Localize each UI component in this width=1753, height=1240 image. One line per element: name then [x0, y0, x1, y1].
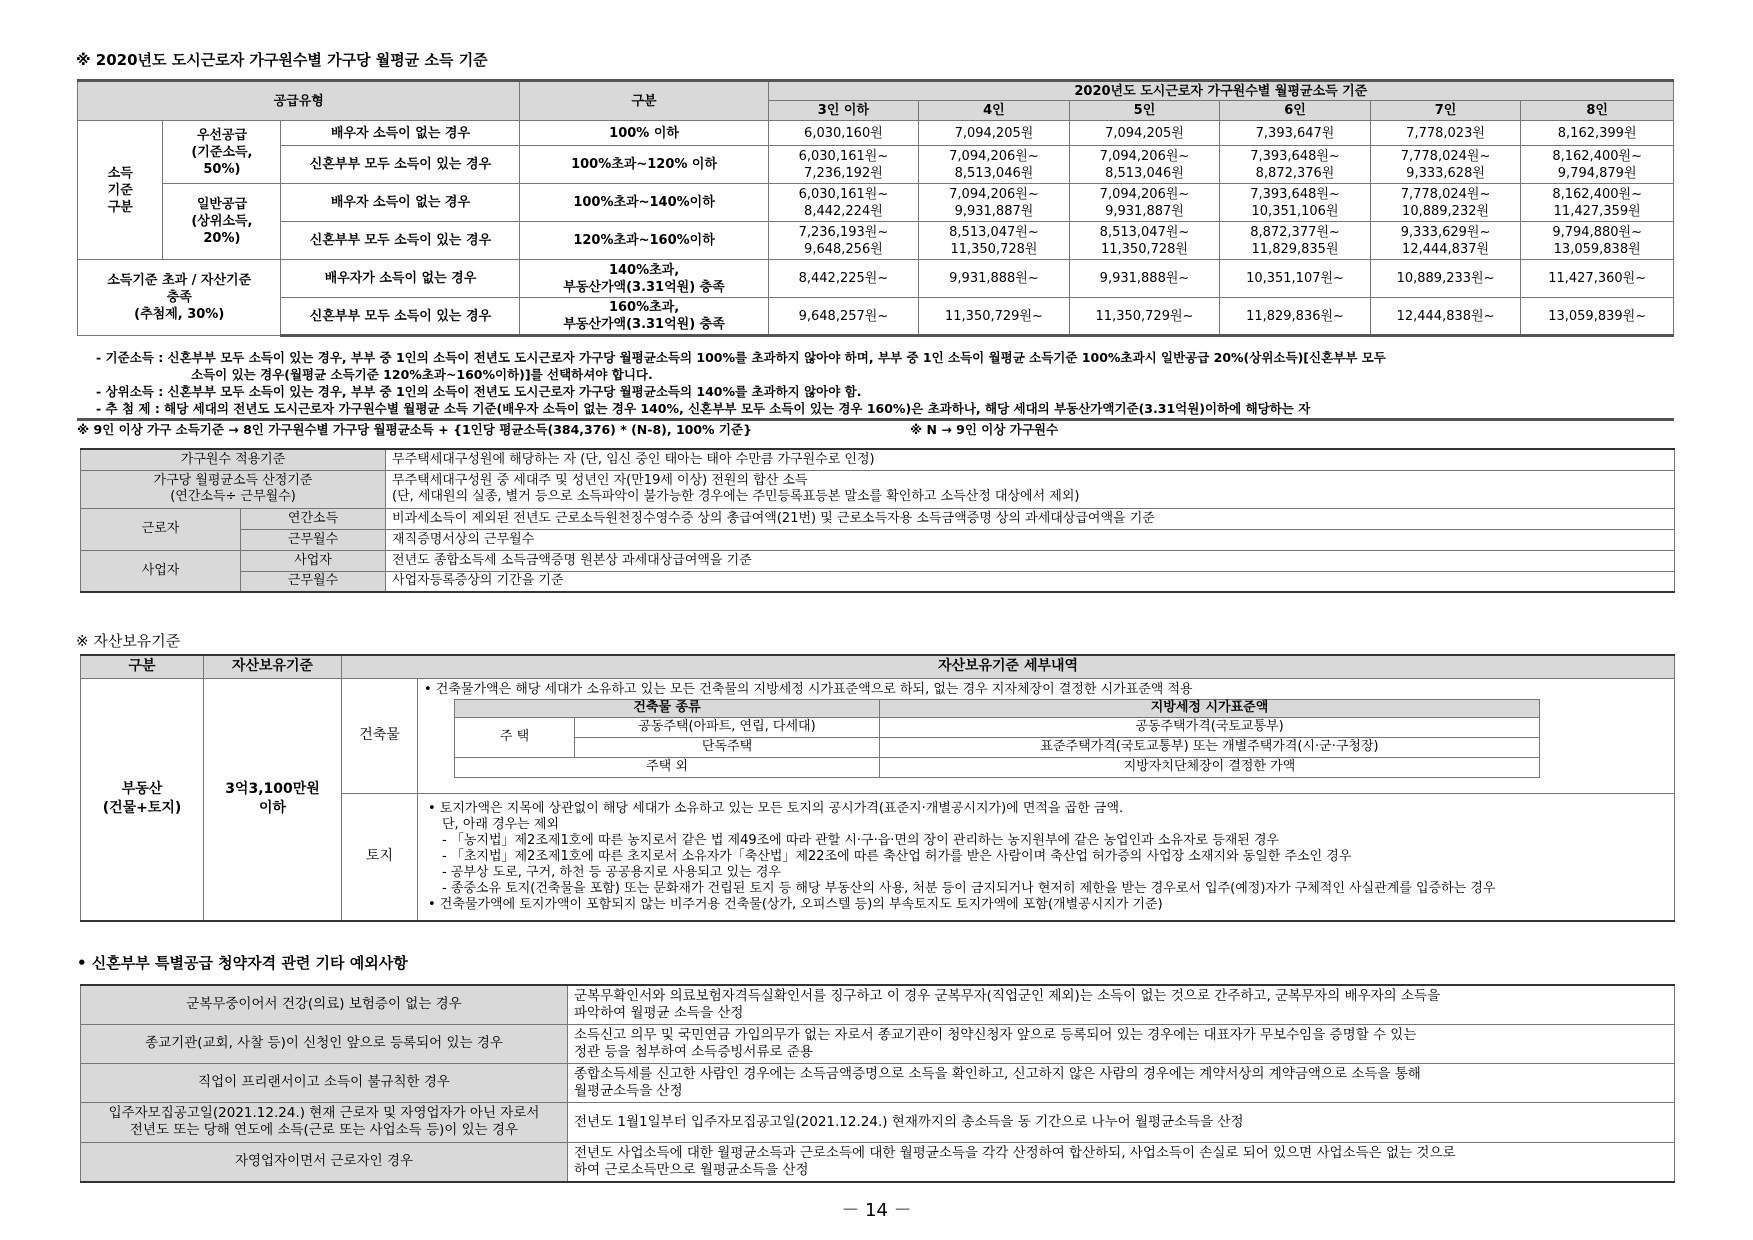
exception-rule: 전년도 1월1일부터 입주자모집공고일(2021.12.24.) 현재까지의 총소득을 동 기간으로 나누어 월평균소득을 산정: [568, 1102, 1675, 1142]
income-value: 9,794,880원~ 13,059,838원: [1521, 222, 1674, 260]
income-value: 7,778,023원: [1370, 121, 1521, 146]
exception-rule: 군복무확인서와 의료보험자격득실확인서를 징구하고 이 경우 군복무자(직업군인 제외)는 소득이 없는 것으로 간주하고, 군복무자의 배우자의 소득을 파악하여 월평균 소득을 산정: [568, 985, 1675, 1024]
header-supply-type: 공급유형: [78, 81, 520, 121]
realestate-label: 부동산 (건물+토지): [81, 678, 204, 921]
exception-case: 자영업자이면서 근로자인 경우: [81, 1142, 568, 1182]
land-label: 토지: [342, 793, 418, 921]
lottery-label: 소득기준 초과 / 자산기준 충족 (추첨제, 30%): [78, 260, 281, 336]
income-section-title: ※ 2020년도 도시근로자 가구원수별 가구당 월평균 소득 기준: [76, 51, 488, 69]
exception-case: 입주자모집공고일(2021.12.24.) 현재 근로자 및 자영업자가 아닌 자로서 전년도 또는 당해 연도에 소득(근로 또는 사업소득 등)이 있는 경우: [81, 1102, 568, 1142]
asset-header-detail: 자산보유기준 세부내역: [342, 655, 1675, 678]
calc-text: 재직증명서상의 근무월수: [386, 529, 1675, 550]
land-bullet: - 「초지법」제2조제1호에 따른 초지로서 소유자가「축산법」제22조에 따른 축산업 허가를 받은 사람이며 축산업 허가증의 사업장 소재지와 동일한 주소인 경우: [442, 848, 1352, 864]
business-sub-label: 사업자: [241, 550, 386, 571]
land-bullet: - 공부상 도로, 구거, 하천 등 공공용지로 사용되고 있는 경우: [442, 864, 781, 880]
row-condition: 신혼부부 모두 소득이 있는 경우: [281, 146, 520, 184]
land-bullet: • 건축물가액에 토지가액이 포함되지 않는 비주거용 건축물(상가, 오피스텔 등)의 부속토지도 토지가액에 포함(개별공시지가 기준): [428, 896, 1163, 912]
income-value: 9,931,888원~: [919, 260, 1070, 298]
calc-text: 사업자등록증상의 기간을 기준: [386, 571, 1675, 592]
exceptions-table: [80, 984, 1675, 1183]
exception-case: 직업이 프리랜서이고 소득이 불규칙한 경우: [81, 1063, 568, 1102]
income-value: 8,513,047원~ 11,350,728원: [919, 222, 1070, 260]
page-number: － 14 －: [841, 1200, 912, 1221]
income-value: 7,094,205원: [1069, 121, 1220, 146]
note-line: - 추 첨 제 : 해당 세대의 전년도 도시근로자 가구원수별 월평균 소득 기준(배우자 소득이 없는 경우 140%, 신혼부부 모두 소득이 있는 경우 160%)은 초과하나, 해당 세대의 부동산가액기준(3.31억원)이하에 해당하는 자: [96, 401, 1311, 416]
income-value: 8,442,225원~: [768, 260, 919, 298]
building-bullet: • 건축물가액은 해당 세대가 소유하고 있는 모든 건축물의 지방세정 시가표준액으로 하되, 없는 경우 지자체장이 결정한 시가표준액 적용: [424, 681, 1193, 697]
calc-text: 무주택세대구성원에 해당하는 자 (단, 임신 중인 태아는 태아 수만큼 가구원수로 인정): [386, 449, 1675, 470]
header-size-7: 7인: [1370, 101, 1521, 121]
income-value: 7,094,206원~ 9,931,887원: [1069, 184, 1220, 222]
header-size-8: 8인: [1521, 101, 1674, 121]
income-value: 10,889,233원~: [1370, 260, 1521, 298]
worker-label: 근로자: [81, 508, 241, 550]
calc-label: 가구원수 적용기준: [81, 449, 386, 470]
income-value: 7,094,205원: [919, 121, 1070, 146]
income-value: 6,030,161원~ 8,442,224원: [768, 184, 919, 222]
land-bullet: 단, 아래 경우는 제외: [442, 816, 559, 832]
note-line: 소득이 있는 경우(월평균 소득기준 120%초과~160%이하)]를 선택하셔야 합니다.: [191, 367, 653, 382]
worker-sub-label: 근무월수: [241, 529, 386, 550]
income-value: 6,030,160원: [768, 121, 919, 146]
header-size-6: 6인: [1220, 101, 1371, 121]
income-value: 8,162,400원~ 11,427,359원: [1521, 184, 1674, 222]
business-label: 사업자: [81, 550, 241, 592]
inner-header-value: 지방세정 시가표준액: [880, 699, 1540, 717]
income-value: 11,350,729원~: [919, 298, 1070, 336]
income-value: 9,931,888원~: [1069, 260, 1220, 298]
asset-section-title: ※ 자산보유기준: [76, 632, 181, 650]
inner-type: 공동주택(아파트, 연립, 다세대): [575, 717, 880, 737]
income-calc-table: [80, 448, 1675, 593]
calc-text: 전년도 종합소득세 소득금액증명 원본상 과세대상급여액을 기준: [386, 550, 1675, 571]
row-condition: 신혼부부 모두 소득이 있는 경우: [281, 298, 520, 336]
income-standard-table: [77, 79, 1674, 337]
income-value: 11,427,360원~: [1521, 260, 1674, 298]
building-value-table: [454, 699, 1540, 778]
exception-rule: 소득신고 의무 및 국민연금 가입의무가 없는 자로서 종교기관이 청약신청자 앞으로 등록되어 있는 경우에는 대표자가 무보수임을 증명할 수 있는 정관 등을 첨부하여 소득증빙서류로 준용: [568, 1024, 1675, 1063]
inner-value: 표준주택가격(국토교통부) 또는 개별주택가격(시·군·구청장): [880, 737, 1540, 757]
income-value: 7,094,206원~ 8,513,046원: [1069, 146, 1220, 184]
income-value: 11,829,836원~: [1220, 298, 1371, 336]
row-range: 100% 이하: [520, 121, 768, 146]
income-value: 6,030,161원~ 7,236,192원: [768, 146, 919, 184]
inner-type: 단독주택: [575, 737, 880, 757]
exception-case: 종교기관(교회, 사찰 등)이 신청인 앞으로 등록되어 있는 경우: [81, 1024, 568, 1063]
exceptions-section-title: • 신혼부부 특별공급 청약자격 관련 기타 예외사항: [77, 954, 408, 972]
inner-value: 공동주택가격(국토교통부): [880, 717, 1540, 737]
income-value: 9,333,629원~ 12,444,837원: [1370, 222, 1521, 260]
inner-header-type: 건축물 종류: [455, 699, 880, 717]
note-line: - 상위소득 : 신혼부부 모두 소득이 있는 경우, 부부 중 1인의 소득이 전년도 도시근로자 가구당 월평균소득의 140%를 초과하지 않아야 함.: [96, 384, 862, 399]
exception-rule: 종합소득세를 신고한 사람인 경우에는 소득금액증명으로 소득을 확인하고, 신고하지 않은 사람의 경우에는 계약서상의 계약금액으로 소득을 통해 월평균소득을 산정: [568, 1063, 1675, 1102]
exception-rule: 전년도 사업소득에 대한 월평균소득과 근로소득에 대한 월평균소득을 각각 산정하여 합산하되, 사업소득이 손실로 되어 있으면 사업소득은 없는 것으로 하여 근로소득만으로 월평균소득을 산정: [568, 1142, 1675, 1182]
footnote-9-plus: ※ 9인 이상 가구 소득기준 → 8인 가구원수별 가구당 월평균소득 + {1인당 평균소득(384,376) * (N-8), 100% 기준}: [77, 422, 752, 437]
row-range: 140%초과, 부동산가액(3.31억원) 충족: [520, 260, 768, 298]
row-condition: 신혼부부 모두 소득이 있는 경우: [281, 222, 520, 260]
income-value: 7,778,024원~ 10,889,232원: [1370, 184, 1521, 222]
income-notes: [96, 349, 1676, 417]
income-value: 12,444,838원~: [1370, 298, 1521, 336]
income-value: 13,059,839원~: [1521, 298, 1674, 336]
inner-value: 지방자치단체장이 결정한 가액: [880, 757, 1540, 777]
income-group-label: 소득 기준 구분: [78, 121, 163, 260]
header-size-4: 4인: [919, 101, 1070, 121]
land-bullet: • 토지가액은 지목에 상관없이 해당 세대가 소유하고 있는 모든 토지의 공시가격(표준지·개별공시지가)에 면적을 곱한 금액.: [428, 800, 1124, 816]
priority-supply-label: 우선공급 (기준소득, 50%): [163, 121, 281, 184]
calc-text: 무주택세대구성원 중 세대주 및 성년인 자(만19세 이상) 전원의 합산 소득 (단, 세대원의 실종, 별거 등으로 소득파악이 불가능한 경우에는 주민등록표등본 말소를 확인하고 소득산정 대상에서 제외): [386, 470, 1675, 508]
asset-limit: 3억3,100만원 이하: [204, 678, 342, 921]
asset-header-category: 구분: [81, 655, 204, 678]
calc-label: 가구당 월평균소득 산정기준 (연간소득÷ 근무월수): [81, 470, 386, 508]
income-value: 11,350,729원~: [1069, 298, 1220, 336]
business-sub-label: 근무월수: [241, 571, 386, 592]
worker-sub-label: 연간소득: [241, 508, 386, 529]
exception-case: 군복무중이어서 건강(의료) 보험증이 없는 경우: [81, 985, 568, 1024]
income-value: 8,162,400원~ 9,794,879원: [1521, 146, 1674, 184]
income-value: 8,162,399원: [1521, 121, 1674, 146]
note-line: - 기준소득 : 신혼부부 모두 소득이 있는 경우, 부부 중 1인의 소득이 전년도 도시근로자 가구당 월평균소득의 100%를 초과하지 않아야 하며, 부부 중 1인 소득이 월평균 소득기준 100%초과시 일반공급 20%(상위소득)[신혼부부 모두: [96, 350, 1386, 365]
header-size-3: 3인 이하: [768, 101, 919, 121]
row-condition: 배우자 소득이 없는 경우: [281, 184, 520, 222]
income-value: 7,236,193원~ 9,648,256원: [768, 222, 919, 260]
income-value: 8,872,377원~ 11,829,835원: [1220, 222, 1371, 260]
income-value: 7,393,648원~ 10,351,106원: [1220, 184, 1371, 222]
land-bullet: - 종중소유 토지(건축물을 포함) 또는 문화재가 건립된 토지 등 해당 부동산의 사용, 처분 등이 금지되거나 현저히 제한을 받는 경우로서 입주(예정)자가 구체적인 사실관계를 입증하는 경우: [442, 880, 1496, 896]
income-value: 7,393,647원: [1220, 121, 1371, 146]
asset-header-standard: 자산보유기준: [204, 655, 342, 678]
row-range: 100%초과~120% 이하: [520, 146, 768, 184]
income-value: 10,351,107원~: [1220, 260, 1371, 298]
calc-text: 비과세소득이 제외된 전년도 근로소득원천징수영수증 상의 총급여액(21번) 및 근로소득자용 소득금액증명 상의 과세대상급여액을 기준: [386, 508, 1675, 529]
inner-type: 주택 외: [455, 757, 880, 777]
income-value: 7,393,648원~ 8,872,376원: [1220, 146, 1371, 184]
general-supply-label: 일반공급 (상위소득, 20%): [163, 184, 281, 260]
row-range: 100%초과~140%이하: [520, 184, 768, 222]
asset-table: [80, 654, 1675, 922]
row-range: 160%초과, 부동산가액(3.31억원) 충족: [520, 298, 768, 336]
header-size-5: 5인: [1069, 101, 1220, 121]
building-label: 건축물: [342, 678, 418, 793]
inner-housing-label: 주 택: [455, 717, 575, 757]
header-category: 구분: [520, 81, 768, 121]
row-range: 120%초과~160%이하: [520, 222, 768, 260]
row-condition: 배우자가 소득이 없는 경우: [281, 260, 520, 298]
income-value: 8,513,047원~ 11,350,728원: [1069, 222, 1220, 260]
income-value: 7,778,024원~ 9,333,628원: [1370, 146, 1521, 184]
row-condition: 배우자 소득이 없는 경우: [281, 121, 520, 146]
building-detail: [418, 678, 1675, 793]
land-detail: [418, 793, 1675, 921]
header-group-title: 2020년도 도시근로자 가구원수별 월평균소득 기준: [768, 81, 1673, 101]
income-value: 7,094,206원~ 9,931,887원: [919, 184, 1070, 222]
land-bullet: - 「농지법」제2조제1호에 따른 농지로서 같은 법 제49조에 따라 관할 시·구·읍·면의 장이 관리하는 농지원부에 같은 농업인과 소유자로 등재된 경우: [442, 832, 1280, 848]
income-value: 9,648,257원~: [768, 298, 919, 336]
income-value: 7,094,206원~ 8,513,046원: [919, 146, 1070, 184]
footnote-n: ※ N → 9인 이상 가구원수: [910, 422, 1059, 437]
